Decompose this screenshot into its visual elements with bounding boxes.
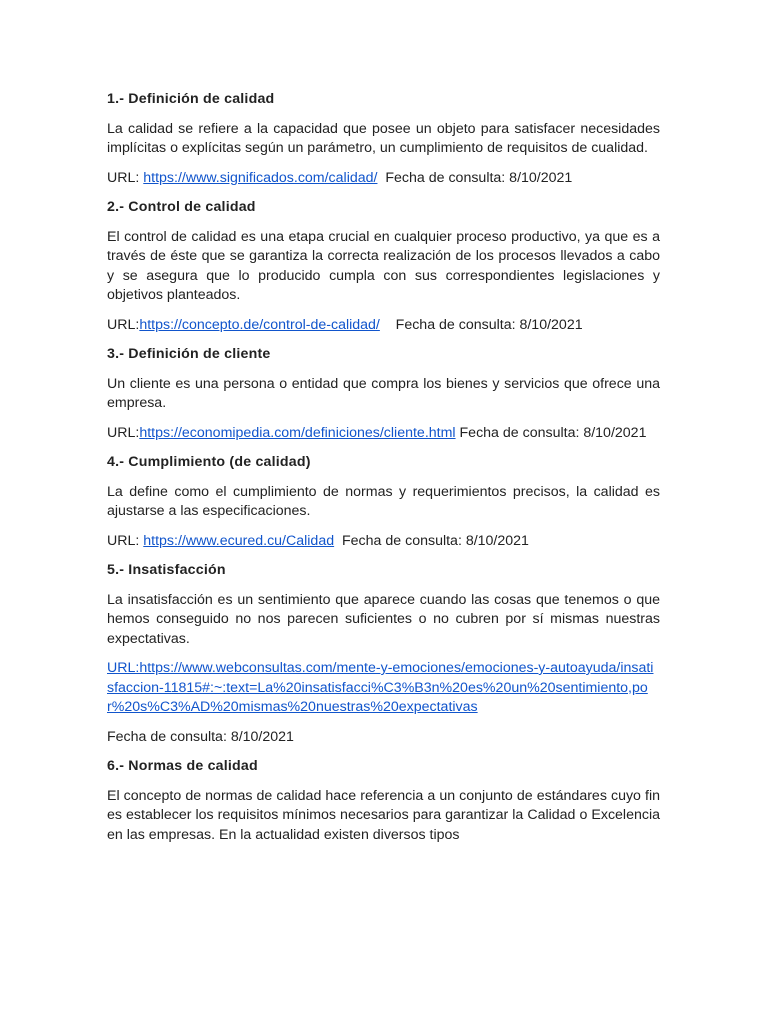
section-body: La define como el cumplimiento de normas y requerimientos precisos, la calidad es ajustarse a las especificaciones. xyxy=(107,483,660,519)
reference-link[interactable]: https://www.significados.com/calidad/ xyxy=(143,169,378,186)
consult-date: Fecha de consulta: 8/10/2021 xyxy=(385,169,573,186)
reference-line xyxy=(107,532,660,552)
section-heading: 5.- Insatisfacción xyxy=(107,562,226,578)
section-heading: 2.- Control de calidad xyxy=(107,199,256,215)
section-body: La insatisfacción es un sentimiento que aparece cuando las cosas que tenemos o que hemos conseguido no nos parecen suficientes o no cubren por sí mismas nuestras expectativas. xyxy=(107,591,660,647)
section-control-calidad xyxy=(107,198,660,335)
section-definicion-calidad xyxy=(107,90,660,188)
url-prefix: URL: xyxy=(107,316,140,333)
section-cumplimiento xyxy=(107,453,660,551)
consult-date: Fecha de consulta: 8/10/2021 xyxy=(107,728,294,745)
url-prefix: URL: xyxy=(107,532,144,549)
section-heading: 3.- Definición de cliente xyxy=(107,346,271,362)
consult-date: Fecha de consulta: 8/10/2021 xyxy=(342,532,529,549)
section-body: El concepto de normas de calidad hace referencia a un conjunto de estándares cuyo fin es establecer los requisitos mínimos necesarios para garantizar la Calidad o Excelencia en las empresas. En la actualidad existen diversos tipos xyxy=(107,787,660,843)
reference-line xyxy=(107,169,660,189)
section-definicion-cliente xyxy=(107,345,660,443)
reference-line xyxy=(107,316,660,336)
reference-link[interactable]: https://concepto.de/control-de-calidad/ xyxy=(139,316,380,333)
section-body: Un cliente es una persona o entidad que compra los bienes y servicios que ofrece una empresa. xyxy=(107,375,660,411)
document-page xyxy=(107,90,660,855)
section-heading: 1.- Definición de calidad xyxy=(107,91,275,107)
section-heading: 6.- Normas de calidad xyxy=(107,758,258,774)
url-prefix: URL: xyxy=(107,424,140,441)
reference-line xyxy=(107,659,660,718)
reference-link[interactable]: https://www.ecured.cu/Calidad xyxy=(143,532,335,549)
section-body: La calidad se refiere a la capacidad que posee un objeto para satisfacer necesidades implícitas o explícitas según un parámetro, un cumplimiento de requisitos de cualidad. xyxy=(107,120,660,156)
section-body: El control de calidad es una etapa crucial en cualquier proceso productivo, ya que es a través de éste que se garantiza la correcta realización de los procesos llevados a cabo y se asegura que lo producido cumpla con sus correspondientes legislaciones y objetivos planteados. xyxy=(107,228,660,303)
url-prefix: URL: xyxy=(107,169,144,186)
reference-link[interactable]: URL:https://www.webconsultas.com/mente-y-emociones/emociones-y-autoayuda/insatisfaccion-11815#:~:text=La%20insatisfacci%C3%B3n%20es%20un%20sentimiento,por%20s%C3%AD%20mismas%20nuestras%20expectativas xyxy=(107,660,654,715)
consult-date: Fecha de consulta: 8/10/2021 xyxy=(459,424,647,441)
reference-link[interactable]: https://economipedia.com/definiciones/cliente.html xyxy=(139,424,456,441)
consult-date: Fecha de consulta: 8/10/2021 xyxy=(395,316,583,333)
section-heading: 4.- Cumplimiento (de calidad) xyxy=(107,454,311,470)
section-normas-calidad xyxy=(107,757,660,845)
reference-line xyxy=(107,424,660,444)
section-insatisfaccion xyxy=(107,561,660,747)
